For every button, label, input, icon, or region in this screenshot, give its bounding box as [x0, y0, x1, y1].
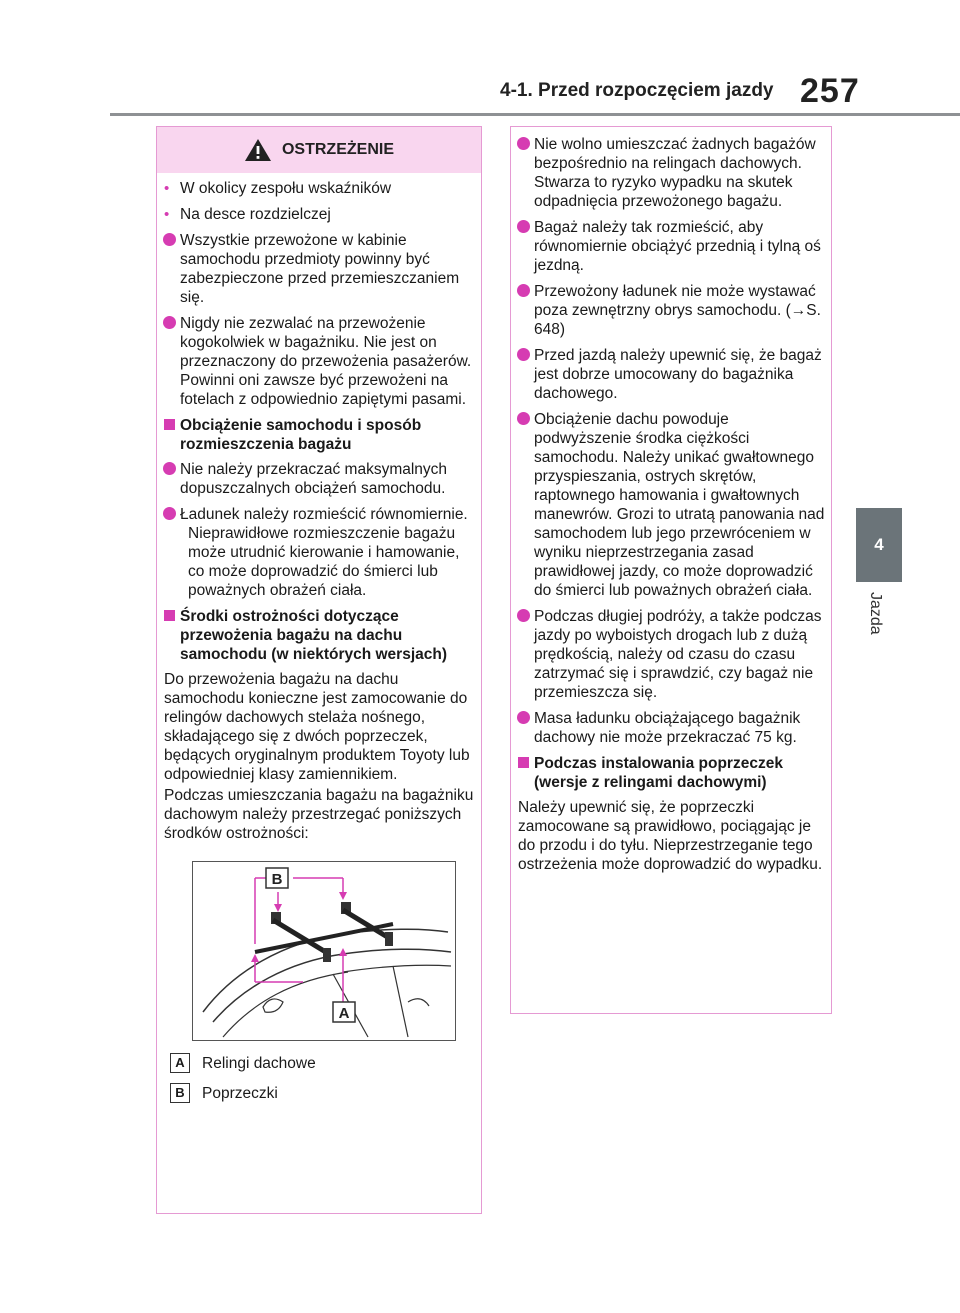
warning-content-right: [511, 127, 831, 874]
bullet-dot-icon: [163, 316, 176, 329]
figure-label-a: A: [338, 1005, 350, 1022]
bullet-square-icon: [164, 419, 175, 430]
subheading: Podczas instalowania poprzeczek (wersje z relingami dachowymi): [518, 754, 825, 792]
list-item: Przewożony ładunek nie może wystawać poza zewnętrzny obrys samochodu. (→S. 648): [518, 282, 825, 339]
chapter-label: Jazda: [867, 592, 884, 635]
figure-legend: [170, 1053, 475, 1103]
list-item: Bagaż należy tak rozmieścić, aby równomiernie obciążyć przednią i tylną oś jezdną.: [518, 218, 825, 275]
warning-content-left: [157, 173, 481, 1103]
header-divider: [110, 113, 960, 116]
bullet-dot-icon: [517, 711, 530, 724]
bullet-square-icon: [164, 610, 175, 621]
paragraph: Należy upewnić się, że poprzeczki zamocowane są prawidłowo, pociągając je do przodu i do tyłu. Nieprzestrzeganie tego ostrzeżenia może doprowadzić do wypadku.: [518, 799, 823, 873]
list-item: • W okolicy zespołu wskaźników: [164, 180, 392, 197]
warning-box: [156, 126, 482, 1214]
list-item: Wszystkie przewożone w kabinie samochodu przedmioty powinny być zabezpieczone przed przemieszczaniem się.: [164, 231, 475, 307]
list-item: Nie wolno umieszczać żadnych bagażów bezpośrednio na relingach dachowych. Stwarza to ryzyko wypadku na skutek odpadnięcia przewożonego bagażu.: [518, 135, 825, 211]
bullet-dot-icon: [517, 609, 530, 622]
page-number: 257: [800, 72, 860, 110]
page-header: [0, 0, 960, 115]
section-title: 4-1. Przed rozpoczęciem jazdy: [500, 80, 774, 101]
warning-box-continued: [510, 126, 832, 1014]
legend-key: A: [170, 1053, 190, 1073]
warning-triangle-icon: [244, 138, 272, 162]
paragraph: Do przewożenia bagażu na dachu samochodu konieczne jest zamocowanie do relingów dachowych stelaża nośnego, składającego się z dwóch poprzeczek, będących oryginalnym produktem Toyoty lub odpowiedniej klasy zamiennikiem.: [164, 671, 470, 783]
bullet-dot-icon: [517, 284, 530, 297]
legend-text: Relingi dachowe: [202, 1054, 316, 1072]
warning-title: OSTRZEŻENIE: [281, 141, 394, 158]
chapter-tab[interactable]: 4: [856, 508, 902, 582]
legend-key: B: [170, 1083, 190, 1103]
subheading: Środki ostrożności dotyczące przewożenia bagażu na dachu samochodu (w niektórych wersjach): [164, 607, 475, 664]
bullet-dot-icon: [517, 137, 530, 150]
figure-label-b: B: [271, 871, 283, 888]
list-item: Obciążenie dachu powoduje podwyższenie środka ciężkości samochodu. Należy unikać gwałtownego przyspieszania, ostrych skrętów, raptownego hamowania i gwałtownych manewrów. Grozi to utratą panowania nad samochodem lub jego przewróceniem w wyniku nieprzestrzegania zasad prawidłowej jazdy, co może doprowadzić do śmierci lub poważnych obrażeń ciała.: [518, 410, 825, 600]
bullet-dot-icon: [163, 507, 176, 520]
list-item: Przed jazdą należy upewnić się, że bagaż jest dobrze umocowany do bagażnika dachowego.: [518, 346, 825, 403]
bullet-dot-icon: [517, 348, 530, 361]
legend-item: [170, 1083, 475, 1103]
bullet-dot-icon: [517, 220, 530, 233]
car-roof-diagram: [193, 862, 455, 1040]
paragraph: Podczas umieszczania bagażu na bagażniku dachowym należy przestrzegać poniższych środków ostrożności:: [164, 787, 474, 842]
bullet-dot-icon: [517, 412, 530, 425]
list-item: Nie należy przekraczać maksymalnych dopuszczalnych obciążeń samochodu.: [164, 460, 475, 498]
bullet-dot-icon: [163, 233, 176, 246]
bullet-dot-icon: [163, 462, 176, 475]
list-item: Masa ładunku obciążającego bagażnik dachowy nie może przekraczać 75 kg.: [518, 709, 825, 747]
list-item: Podczas długiej podróży, a także podczas jazdy po wyboistych drogach lub z dużą prędkością, należy od czasu do czasu zatrzymać się i sprawdzić, czy bagaż nie przemieszcza się.: [518, 607, 825, 702]
list-item: Nigdy nie zezwalać na przewożenie kogokolwiek w bagażniku. Nie jest on przeznaczony do przewożenia pasażerów. Powinni oni zawsze być przewożeni na fotelach z odpowiednio zapiętymi pasami.: [164, 314, 475, 409]
list-item: Ładunek należy rozmieścić równomiernie. Nieprawidłowe rozmieszczenie bagażu może utrudnić kierowanie i hamowanie, co może doprowadzić do śmierci lub poważnych obrażeń ciała.: [164, 505, 475, 600]
list-item: • Na desce rozdzielczej: [164, 206, 331, 223]
warning-header: [157, 127, 481, 173]
legend-text: Poprzeczki: [202, 1084, 278, 1102]
bullet-square-icon: [518, 757, 529, 768]
roof-rack-illustration: [192, 861, 456, 1041]
subheading: Obciążenie samochodu i sposób rozmieszczenia bagażu: [164, 416, 475, 454]
legend-item: [170, 1053, 475, 1073]
